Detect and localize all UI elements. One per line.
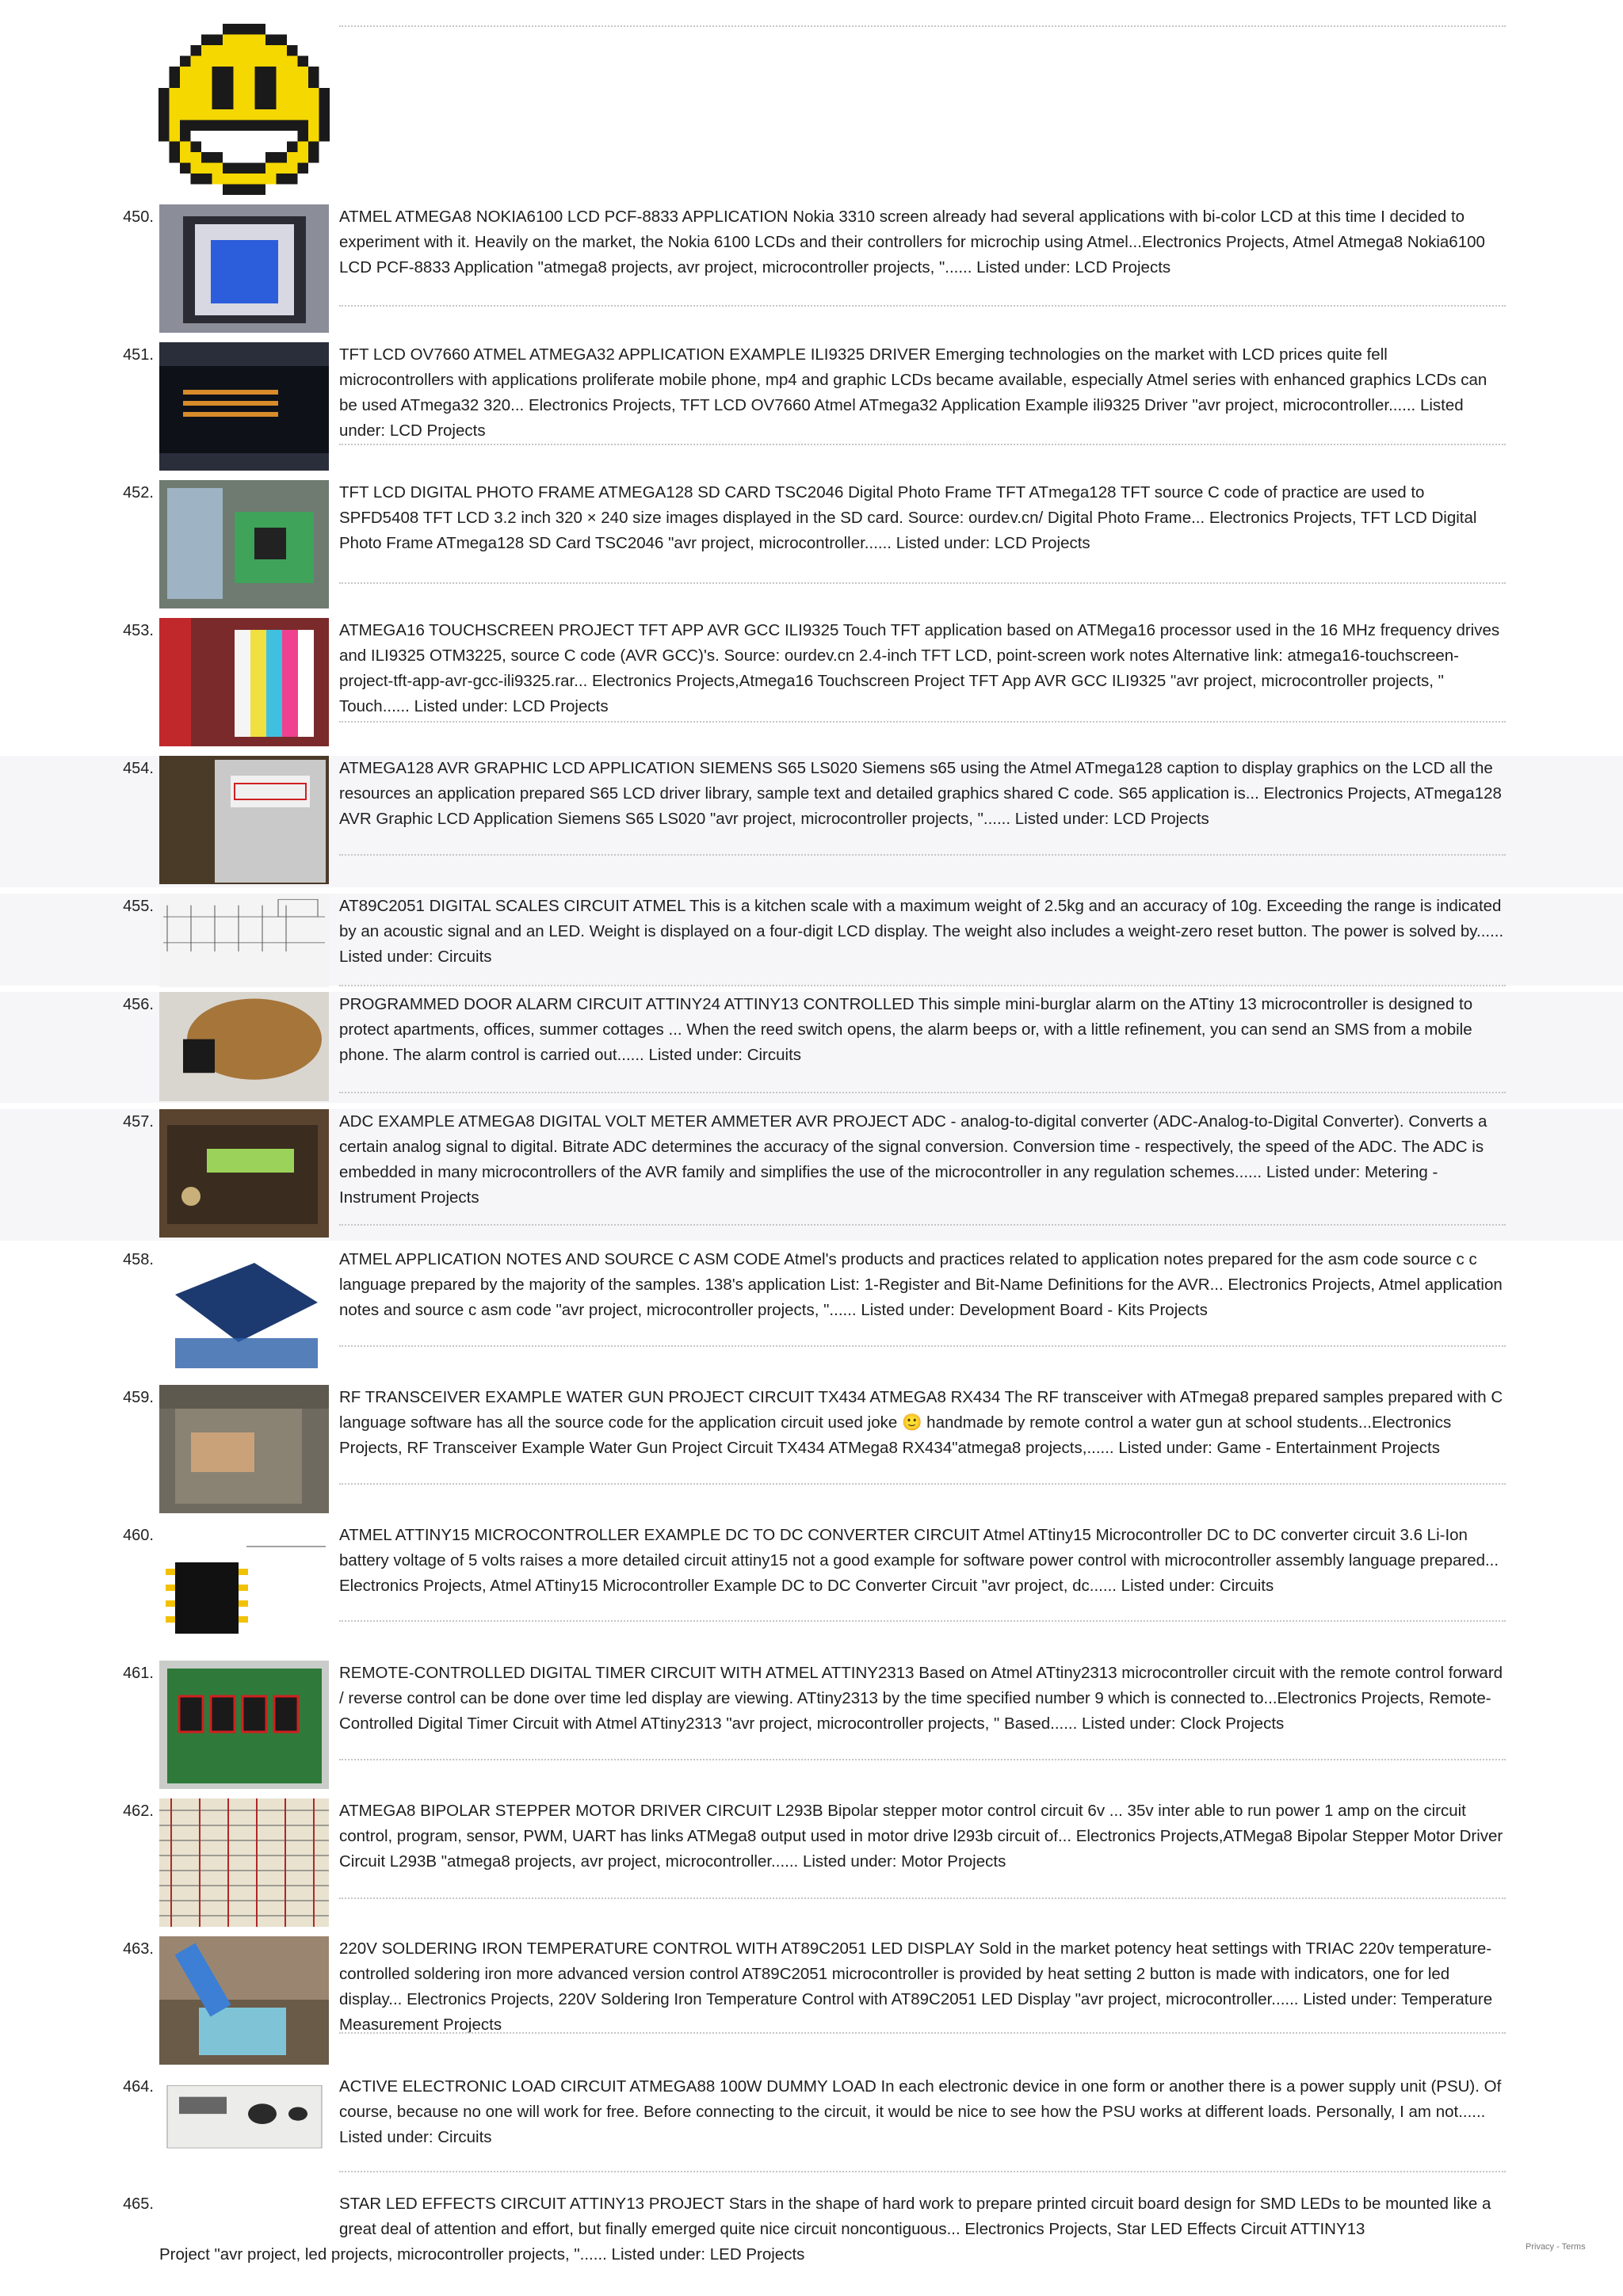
list-item (0, 618, 1623, 746)
entry-summary: TFT LCD OV7660 ATMEL ATMEGA32 APPLICATION EXAMPLE ILI9325 DRIVER Emerging technologies on the market with LCD prices quite fell microcontrollers with applications proliferate mobile phone, mp4 and graphic LCDs became available, especially Atmel series with enhanced graphics LCDs can be used ATmega32 320... Electronics Projects, TFT LCD OV7660 Atmel ATmega32 Application Example ili9325 Driver "avr project, microcontroller...... (339, 345, 1487, 414)
scale-circuit-schematic-thumbnail[interactable] (159, 894, 329, 987)
listed-under-link[interactable]: Listed under: LCD Projects (339, 396, 1464, 440)
tft-lcd-dark-screen-photo-thumbnail[interactable] (159, 342, 329, 471)
door-alarm-pcb-photo-thumbnail[interactable] (159, 992, 329, 1101)
entry-summary: ATMEL APPLICATION NOTES AND SOURCE C ASM CODE Atmel's products and practices related to application notes prepared for the asm code source c c language prepared by the majority of the samples. 138's application List: 1-Register and Bit-Name Definitions for the AVR... Electronics Projects, Atmel application notes and source c asm code "avr project, microcontroller projects, "...... (339, 1250, 1503, 1319)
entry-divider (339, 1620, 1506, 1622)
entry-divider (339, 1759, 1506, 1760)
listed-under-link[interactable]: Listed under: Circuits (648, 1046, 802, 1064)
entry-summary: ADC EXAMPLE ATMEGA8 DIGITAL VOLT METER AMMETER AVR PROJECT ADC - analog-to-digital converter (ADC-Analog-to-Digital Converter). Converts a certain analog signal to digital. Bitrate ADC determines the accuracy of the signal conversion. Conversion time - respectively, the speed of the ADC. The ADC is embedded in many microcontrollers of the AVR family and simplifies the use of the microcontroller in any regulation schemes...... (339, 1112, 1487, 1181)
listed-under-link[interactable]: Listed under: LCD Projects (414, 697, 609, 715)
entry-number: 451. (123, 346, 154, 364)
entry-description (339, 204, 1506, 280)
entry-number: 456. (123, 996, 154, 1013)
footer-separator: - (1554, 2242, 1562, 2252)
entry-summary: ATMEGA16 TOUCHSCREEN PROJECT TFT APP AVR GCC ILI9325 Touch TFT application based on ATMega16 processor used in the 16 MHz frequency drives and ILI9325 OTM3225, source C code (AVR GCC)'s. Source: ourdev.cn 2.4-inch TFT LCD, point-screen work notes Alternative link: atmega16-touchscreen-project-tft-app-avr-gcc-ili9325.rar... Electronics Projects,Atmega16 Touchscreen Project TFT App AVR GCC ILI9325 "avr project, microcontroller projects, " Touch...... (339, 621, 1500, 715)
entry-number: 452. (123, 484, 154, 502)
entry-divider (339, 582, 1506, 584)
list-item (0, 342, 1623, 471)
list-item (0, 1109, 1623, 1241)
entry-description (339, 1385, 1506, 1461)
entry-description (339, 1798, 1506, 1875)
entry-description (339, 894, 1506, 970)
entry-number: 462. (123, 1802, 154, 1820)
entry-description (339, 1109, 1506, 1211)
listed-under-link[interactable]: Listed under: Metering - Instrument Projects (339, 1163, 1438, 1207)
electronic-load-device-photo-thumbnail[interactable] (159, 2074, 329, 2166)
entry-number: 457. (123, 1113, 154, 1131)
listed-under-link[interactable]: Listed under: LCD Projects (976, 258, 1171, 277)
entry-number: 455. (123, 898, 154, 915)
listed-under-link[interactable]: Listed under: Development Board - Kits Projects (861, 1301, 1208, 1319)
entry-number: 458. (123, 1251, 154, 1268)
entry-description (339, 756, 1506, 832)
list-item (0, 204, 1623, 333)
entry-summary: ATMEL ATTINY15 MICROCONTROLLER EXAMPLE DC TO DC CONVERTER CIRCUIT Atmel ATtiny15 Microcontroller DC to DC converter circuit 3.6 Li-Ion battery voltage of 5 volts raises a more detailed circuit attiny15 not a good example for software power control with microcontroller assembly language prepared... Electronics Projects, Atmel ATtiny15 Microcontroller Example DC to DC Converter Circuit "avr project, dc...... (339, 1526, 1499, 1595)
touchscreen-color-bars-photo-thumbnail[interactable] (159, 618, 329, 746)
list-item (0, 1661, 1623, 1789)
listed-under-link[interactable]: Listed under: Clock Projects (1082, 1714, 1285, 1733)
entry-summary: PROGRAMMED DOOR ALARM CIRCUIT ATTINY24 ATTINY13 CONTROLLED This simple mini-burglar alarm on the ATtiny 13 microcontroller is designed to protect apartments, offices, summer cottages ... When the reed switch opens, the alarm beeps or, with a little refinement, you can send an SMS from a mobile phone. The alarm control is carried out...... (339, 995, 1473, 1064)
entry-divider (339, 1345, 1506, 1347)
top-divider (339, 25, 1506, 27)
entry-divider (339, 985, 1506, 986)
water-gun-project-photo-thumbnail[interactable] (159, 1385, 329, 1513)
entry-number: 450. (123, 208, 154, 226)
entry-divider (339, 2032, 1506, 2034)
entry-number: 463. (123, 1940, 154, 1958)
entry-summary: ATMEL ATMEGA8 NOKIA6100 LCD PCF-8833 APPLICATION Nokia 3310 screen already had several applications with bi-color LCD at this time I decided to experiment with it. Heavily on the market, the Nokia 6100 LCDs and their controllers for microchip using Atmel...Electronics Projects, Atmel Atmega8 Nokia6100 LCD PCF-8833 Application "atmega8 projects, avr project, microcontroller projects, "...... (339, 208, 1485, 277)
entry-number: 454. (123, 760, 154, 777)
entry-summary: REMOTE-CONTROLLED DIGITAL TIMER CIRCUIT WITH ATMEL ATTINY2313 Based on Atmel ATtiny2313 microcontroller circuit with the remote control forward / reverse control can be done over time led display are viewing. ATtiny2313 by the time specified number 9 which is connected to...Electronics Projects, Remote-Controlled Digital Timer Circuit with Atmel ATtiny2313 "avr project, microcontroller projects, " Based...... (339, 1664, 1503, 1733)
list-item (0, 2074, 1623, 2166)
entry-divider (339, 1897, 1506, 1899)
list-item (0, 1523, 1623, 1651)
entry-summary: ATMEGA128 AVR GRAPHIC LCD APPLICATION SIEMENS S65 LS020 Siemens s65 using the Atmel ATmega128 caption to display graphics on the LCD all the resources an application prepared S65 LCD driver library, sample text and detailed graphics shared C code. S65 application is... Electronics Projects, ATmega128 AVR Graphic LCD Application Siemens S65 LS020 "avr project, microcontroller projects, "...... (339, 759, 1502, 828)
listed-under-link[interactable]: Listed under: Game - Entertainment Projects (1118, 1439, 1440, 1457)
entry-summary-continuation (159, 2242, 804, 2267)
entry-description (339, 2074, 1506, 2150)
list-item (0, 2191, 1623, 2247)
list-item (0, 756, 1623, 887)
digital-timer-board-photo-thumbnail[interactable] (159, 1661, 329, 1789)
siemens-lcd-display-photo-thumbnail[interactable] (159, 756, 329, 884)
privacy-link[interactable]: Privacy (1526, 2242, 1555, 2252)
entry-number: 461. (123, 1665, 154, 1682)
list-item (0, 992, 1623, 1103)
entry-number: 459. (123, 1389, 154, 1406)
entry-description (339, 618, 1506, 719)
entry-description (339, 2191, 1506, 2242)
entry-divider (339, 854, 1506, 856)
entry-divider (339, 1224, 1506, 1226)
entry-summary: 220V SOLDERING IRON TEMPERATURE CONTROL WITH AT89C2051 LED DISPLAY Sold in the market potency heat settings with TRIAC 220v temperature-controlled soldering iron more advanced version control AT89C2051 microcontroller is provided by heat setting 2 button is made with indicators, one for led display... Electronics Projects, 220V Soldering Iron Temperature Control with AT89C2051 LED Display "avr project, microcontroller...... (339, 1939, 1492, 2008)
list-item (0, 1247, 1623, 1375)
entry-summary: RF TRANSCEIVER EXAMPLE WATER GUN PROJECT CIRCUIT TX434 ATMEGA8 RX434 The RF transceiver with ATmega8 prepared samples prepared with C language software has all the source code for the application circuit used joke 🙂 handmade by remote control a water gun at school students...Electronics Projects, RF Transceiver Example Water Gun Project Circuit TX434 ATMega8 RX434"atmega8 projects,...... (339, 1388, 1503, 1457)
listed-under-link[interactable]: Listed under: Motor Projects (802, 1852, 1006, 1871)
entry-description (339, 1661, 1506, 1737)
entry-divider (339, 1483, 1506, 1485)
smiley-face-icon (158, 24, 330, 195)
entry-description (339, 342, 1506, 444)
entry-summary: ATMEGA8 BIPOLAR STEPPER MOTOR DRIVER CIRCUIT L293B Bipolar stepper motor control circuit 6v ... 35v inter able to run power 1 amp on the circuit control, program, sensor, PWM, UART has links ATMega8 output used in motor drive l293b circuit of... Electronics Projects,ATMega8 Bipolar Stepper Motor Driver Circuit L293B "atmega8 projects, avr project, microcontroller...... (339, 1802, 1503, 1871)
entry-number: 465. (123, 2195, 154, 2213)
entry-number: 460. (123, 1527, 154, 1544)
entry-divider (339, 721, 1506, 723)
terms-link[interactable]: Terms (1561, 2242, 1586, 2252)
list-item (0, 480, 1623, 608)
listed-under-link[interactable]: Listed under: LCD Projects (896, 534, 1090, 552)
entry-description (339, 1523, 1506, 1599)
listed-under-link[interactable]: Listed under: LED Projects (611, 2245, 805, 2264)
listed-under-link[interactable]: Listed under: LCD Projects (1014, 810, 1209, 828)
entry-summary: TFT LCD DIGITAL PHOTO FRAME ATMEGA128 SD CARD TSC2046 Digital Photo Frame TFT ATmega128 TFT source C code of practice are used to SPFD5408 TFT LCD 3.2 inch 320 × 240 size images displayed in the SD card. Source: ourdev.cn/ Digital Photo Frame... Electronics Projects, TFT LCD Digital Photo Frame ATmega128 SD Card TSC2046 "avr project, microcontroller...... (339, 483, 1477, 552)
listed-under-link[interactable]: Listed under: Circuits (339, 948, 492, 966)
entry-divider (339, 1092, 1506, 1093)
list-item (0, 894, 1623, 986)
entry-summary-tail: Project "avr project, led projects, microcontroller projects, "...... (159, 2245, 607, 2264)
list-item (0, 1385, 1623, 1513)
entry-divider (339, 2171, 1506, 2172)
entry-divider (339, 444, 1506, 445)
entry-description (339, 1936, 1506, 2038)
entry-summary: STAR LED EFFECTS CIRCUIT ATTINY13 PROJECT Stars in the shape of hard work to prepare printed circuit board design for SMD LEDs to be mounted like a great deal of attention and effort, but finally emerged quite nice circuit noncontiguous... Electronics Projects, Star LED Effects Circuit ATTINY13 (339, 2195, 1491, 2238)
volt-ammeter-meter-photo-thumbnail[interactable] (159, 1109, 329, 1238)
listed-under-link[interactable]: Listed under: Circuits (1121, 1577, 1274, 1595)
listed-under-link[interactable]: Listed under: Temperature Measurement Projects (339, 1990, 1493, 2034)
entry-summary: ACTIVE ELECTRONIC LOAD CIRCUIT ATMEGA88 100W DUMMY LOAD In each electronic device in one form or another there is a power supply unit (PSU). Of course, because no one will work for free. Before connecting to the circuit, it would be nice to see how the PSU works at different loads. Personally, I am not...... (339, 2077, 1502, 2121)
footer-links (1526, 2242, 1586, 2252)
stepper-driver-schematic-thumbnail[interactable] (159, 1798, 329, 1927)
entry-number: 464. (123, 2078, 154, 2096)
atmel-chip-logo-thumbnail[interactable] (159, 1247, 329, 1375)
entry-description (339, 480, 1506, 556)
entry-description (339, 1247, 1506, 1323)
soldering-iron-station-photo-thumbnail[interactable] (159, 1936, 329, 2065)
list-item (0, 1798, 1623, 1927)
list-item (0, 1936, 1623, 2065)
nokia-lcd-blue-screen-photo-thumbnail[interactable] (159, 204, 329, 333)
entry-description (339, 992, 1506, 1068)
entry-summary: AT89C2051 DIGITAL SCALES CIRCUIT ATMEL This is a kitchen scale with a maximum weight of 2.5kg and an accuracy of 10g. Exceeding the range is indicated by an acoustic signal and an LED. Weight is displayed on a four-digit LCD display. The weight also includes a weight-zero reset button. The power is solved by...... (339, 897, 1504, 940)
listed-under-link[interactable]: Listed under: Circuits (339, 2128, 492, 2146)
digital-photo-frame-board-photo-thumbnail[interactable] (159, 480, 329, 608)
entry-number: 453. (123, 622, 154, 639)
entry-divider (339, 305, 1506, 307)
dc-dc-converter-schematic-thumbnail[interactable] (159, 1523, 329, 1651)
